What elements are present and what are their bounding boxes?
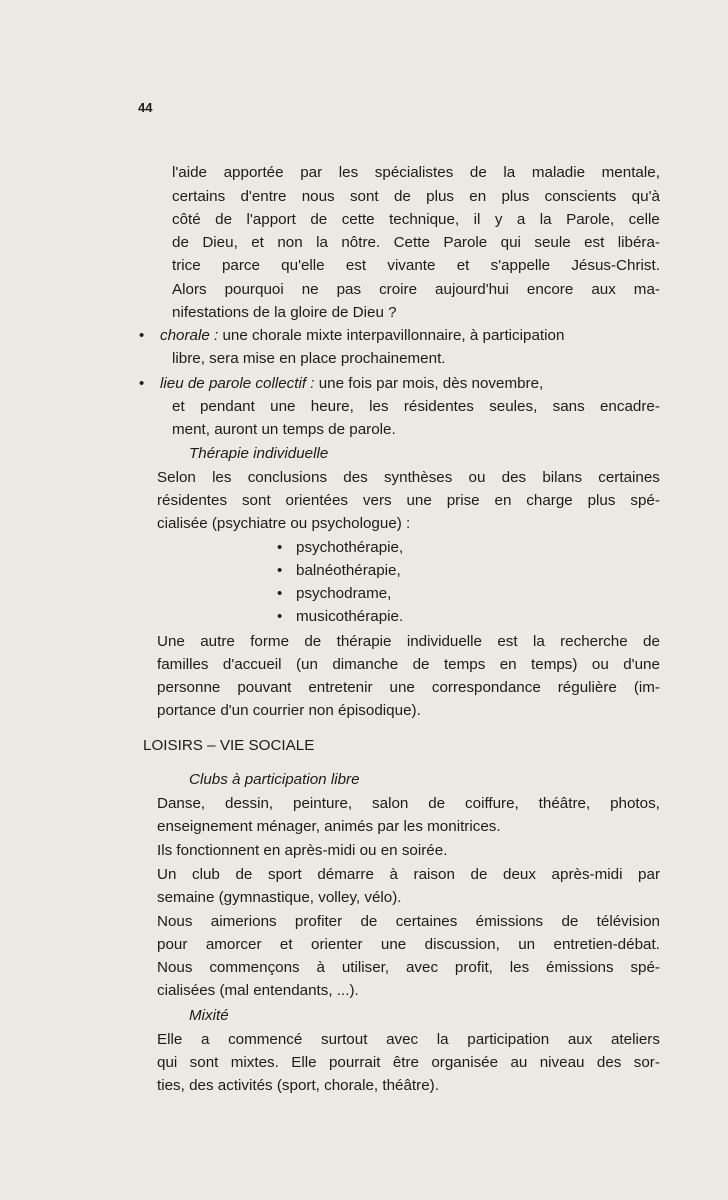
subsection-heading: Mixité: [189, 1007, 229, 1024]
bullet-marker: •: [277, 539, 283, 556]
paragraph-line: l'aide apportée par les spécialistes de la maladie mentale,: [172, 164, 660, 181]
paragraph-line: Ils fonctionnent en après-midi ou en soirée.: [157, 842, 448, 859]
paragraph-line: ties, des activités (sport, chorale, théâtre).: [157, 1077, 439, 1094]
paragraph-line: cialisées (mal entendants, ...).: [157, 982, 359, 999]
paragraph-line: qui sont mixtes. Elle pourrait être organisée au niveau des sor-: [157, 1054, 660, 1071]
paragraph-line: certains d'entre nous sont de plus en plus conscients qu'à: [172, 188, 660, 205]
paragraph-line: trice parce qu'elle est vivante et s'appelle Jésus-Christ.: [172, 257, 660, 274]
bullet-marker: •: [139, 327, 145, 344]
lieu-line: et pendant une heure, les résidentes seules, sans encadre-: [172, 398, 660, 415]
lieu-item: [160, 374, 543, 393]
paragraph-line: cialisée (psychiatre ou psychologue) :: [157, 515, 411, 532]
paragraph-line: Un club de sport démarre à raison de deux après-midi par: [157, 866, 660, 883]
list-item: psychothérapie,: [296, 539, 404, 556]
page-number: 44: [138, 100, 153, 115]
paragraph-line: Selon les conclusions des synthèses ou des bilans certaines: [157, 469, 660, 486]
paragraph-line: semaine (gymnastique, volley, vélo).: [157, 889, 402, 906]
paragraph-line: Nous aimerions profiter de certaines émissions de télévision: [157, 913, 660, 930]
chorale-item: [160, 326, 564, 345]
list-item: musicothérapie.: [296, 608, 404, 625]
paragraph-line: nifestations de la gloire de Dieu ?: [172, 304, 397, 321]
paragraph-line: enseignement ménager, animés par les monitrices.: [157, 818, 501, 835]
bullet-marker: •: [139, 375, 145, 392]
lieu-term: lieu de parole collectif :: [160, 375, 315, 392]
paragraph-line: Elle a commencé surtout avec la participation aux ateliers: [157, 1031, 660, 1048]
paragraph-line: pour amorcer et orienter une discussion, un entretien-débat.: [157, 936, 660, 953]
paragraph-line: de Dieu, et non la nôtre. Cette Parole qui seule est libéra-: [172, 234, 660, 251]
paragraph-line: familles d'accueil (un dimanche de temps en temps) ou d'une: [157, 656, 660, 673]
section-heading: LOISIRS – VIE SOCIALE: [143, 737, 315, 754]
bullet-marker: •: [277, 562, 283, 579]
paragraph-line: portance d'un courrier non épisodique).: [157, 702, 421, 719]
paragraph-line: côté de l'apport de cette technique, il y a la Parole, celle: [172, 211, 660, 228]
chorale-text: une chorale mixte interpavillonnaire, à participation: [218, 327, 565, 344]
paragraph-line: Alors pourquoi ne pas croire aujourd'hui encore aux ma-: [172, 281, 660, 298]
chorale-term: chorale :: [160, 327, 219, 344]
lieu-line: ment, auront un temps de parole.: [172, 421, 396, 438]
paragraph-line: Danse, dessin, peinture, salon de coiffure, théâtre, photos,: [157, 795, 660, 812]
paragraph-line: Nous commençons à utiliser, avec profit, les émissions spé-: [157, 959, 660, 976]
list-item: balnéothérapie,: [296, 562, 401, 579]
bullet-marker: •: [277, 608, 283, 625]
list-item: psychodrame,: [296, 585, 392, 602]
lieu-text: une fois par mois, dès novembre,: [314, 375, 544, 392]
bullet-marker: •: [277, 585, 283, 602]
paragraph-line: résidentes sont orientées vers une prise en charge plus spé-: [157, 492, 660, 509]
chorale-line: libre, sera mise en place prochainement.: [172, 350, 446, 367]
paragraph-line: Une autre forme de thérapie individuelle est la recherche de: [157, 633, 660, 650]
subsection-heading: Clubs à participation libre: [189, 771, 360, 788]
section-heading: Thérapie individuelle: [189, 445, 329, 462]
paragraph-line: personne pouvant entretenir une correspondance régulière (im-: [157, 679, 660, 696]
